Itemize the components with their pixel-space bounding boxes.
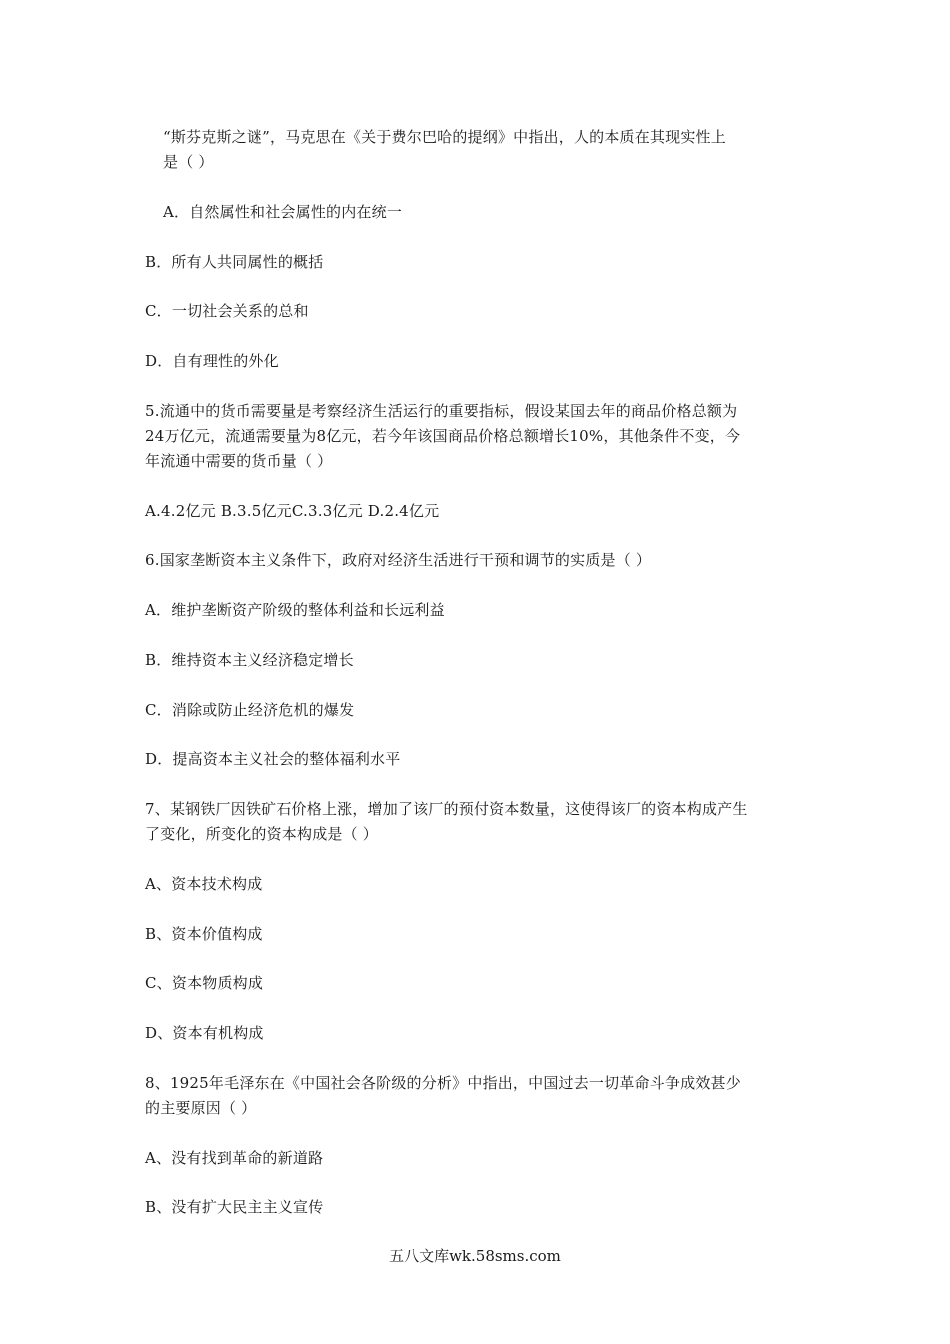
q5-options: A.4.2亿元 B.3.5亿元C.3.3亿元 D.2.4亿元	[145, 502, 440, 520]
q8-stem-line1: 8、1925年毛泽东在《中国社会各阶级的分析》中指出，中国过去一切革命斗争成效甚少	[145, 1074, 741, 1092]
q8-option-b: B、没有扩大民主主义宣传	[145, 1198, 324, 1216]
q7-option-d: D、资本有机构成	[145, 1024, 264, 1042]
q8-stem-line2: 的主要原因（ ）	[145, 1099, 257, 1117]
q7-option-b: B、资本价值构成	[145, 925, 263, 943]
q4-stem-line1: “斯芬克斯之谜”，马克思在《关于费尔巴哈的提纲》中指出，人的本质在其现实性上	[163, 128, 726, 146]
page-footer: 五八文库wk.58sms.com	[389, 1247, 561, 1265]
q8-option-a: A、没有找到革命的新道路	[145, 1149, 324, 1167]
q5-stem-line1: 5.流通中的货币需要量是考察经济生活运行的重要指标，假设某国去年的商品价格总额为	[145, 402, 738, 420]
q7-stem-line1: 7、某钢铁厂因铁矿石价格上涨，增加了该厂的预付资本数量，这使得该厂的资本构成产生	[145, 800, 748, 818]
q6-option-d: D．提高资本主义社会的整体福利水平	[145, 750, 401, 768]
q6-option-b: B．维持资本主义经济稳定增长	[145, 651, 354, 669]
q7-stem-line2: 了变化，所变化的资本构成是（ ）	[145, 825, 378, 843]
q4-option-c: C．一切社会关系的总和	[145, 302, 309, 320]
q6-option-a: A．维护垄断资产阶级的整体利益和长远利益	[145, 601, 445, 619]
q6-stem: 6.国家垄断资本主义条件下，政府对经济生活进行干预和调节的实质是（ ）	[145, 551, 652, 569]
q4-stem-line2: 是（ ）	[163, 153, 214, 171]
q5-stem-line2: 24万亿元，流通需要量为8亿元，若今年该国商品价格总额增长10%，其他条件不变，今	[145, 427, 741, 445]
q5-stem-line3: 年流通中需要的货币量（ ）	[145, 452, 333, 470]
q7-option-a: A、资本技术构成	[145, 875, 263, 893]
q6-option-c: C．消除或防止经济危机的爆发	[145, 701, 355, 719]
q4-option-a: A．自然属性和社会属性的内在统一	[163, 203, 403, 221]
q7-option-c: C、资本物质构成	[145, 974, 264, 992]
q4-option-b: B．所有人共同属性的概括	[145, 253, 324, 271]
q4-option-d: D．自有理性的外化	[145, 352, 279, 370]
